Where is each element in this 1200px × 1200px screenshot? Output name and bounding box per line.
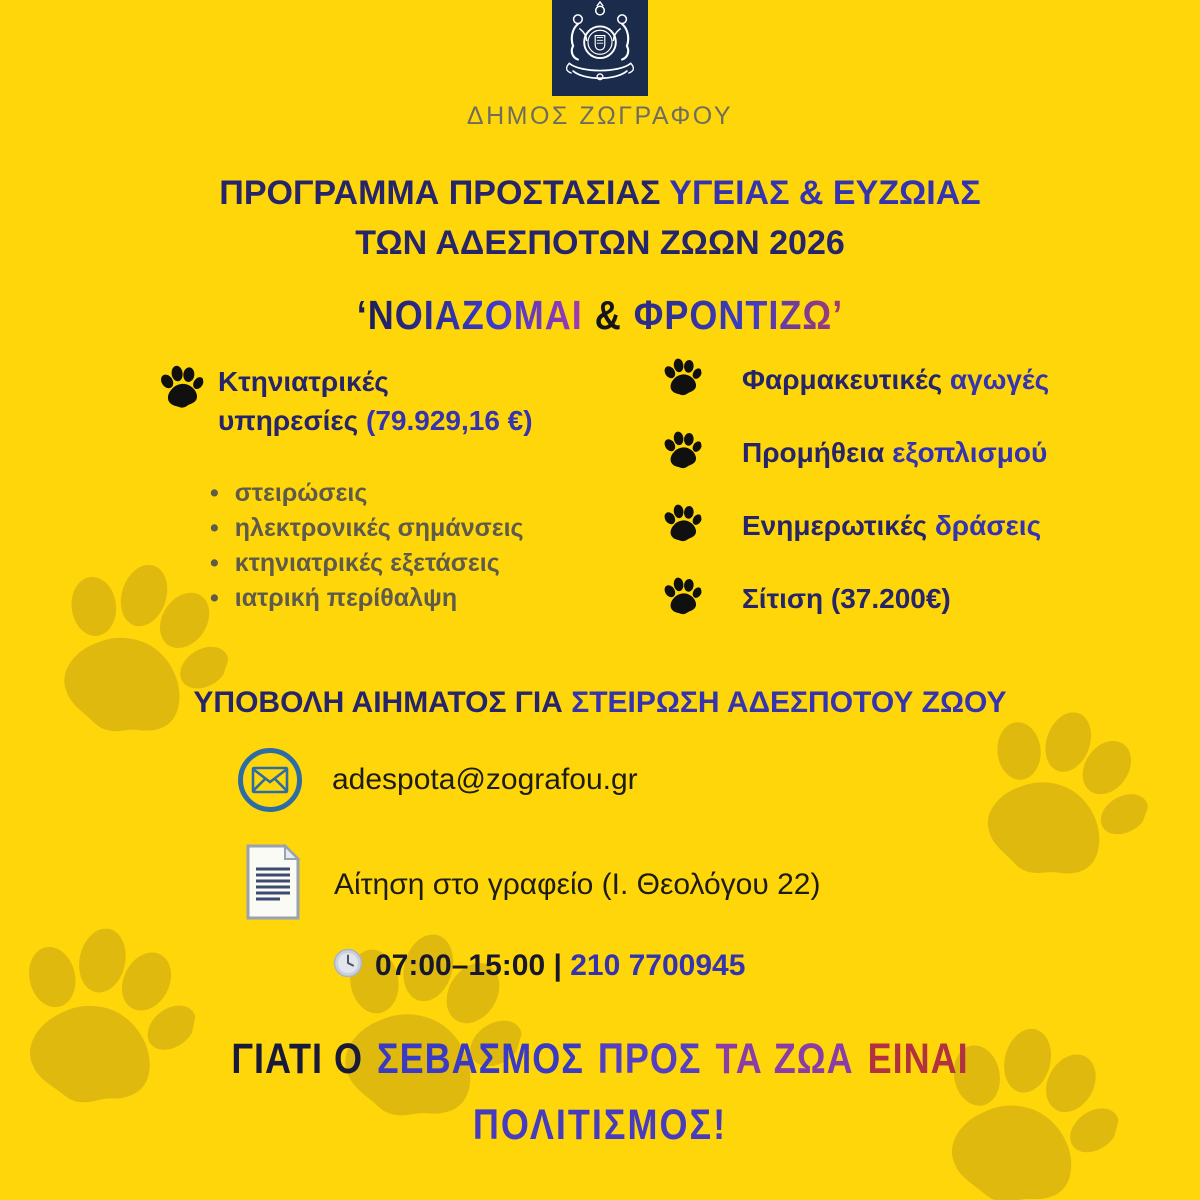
service-item-label [742, 583, 951, 615]
footer-word: ΠΡΟΣ [597, 1034, 702, 1083]
service-item-dark: Ενημερωτικές [742, 510, 935, 541]
footer-heading-line2: ΠΟΛΙΤΙΣΜΟΣ! [472, 1100, 728, 1149]
service-veterinary-line2 [218, 401, 533, 440]
service-item [662, 579, 1122, 619]
footer-word: ΕΙΝΑΙ [867, 1034, 969, 1083]
paw-icon [662, 503, 702, 550]
title-line1-blue: ΥΓΕΙΑΣ & ΕΥΖΩΙΑΣ [669, 174, 981, 212]
list-item: • στειρώσεις [210, 476, 598, 511]
contact-email-row [238, 748, 638, 812]
service-item-dark: Προμήθεια [742, 437, 893, 468]
paw-watermark [965, 702, 1145, 897]
footer-word: ΤΑ ΖΩΑ [715, 1034, 854, 1083]
title-line1 [0, 168, 1200, 218]
service-veterinary-line1: Κτηνιατρικές [218, 366, 389, 397]
slogan-word1: ‘ΝΟΙΑΖΟΜΑΙ [356, 292, 583, 338]
paw-icon [662, 576, 702, 623]
service-item-blue: δράσεις [934, 510, 1042, 541]
slogan [0, 292, 1200, 339]
paw-watermark [2, 920, 192, 1125]
service-item-label [742, 437, 1047, 469]
footer-word: ΓΙΑΤΙ Ο [231, 1034, 364, 1083]
service-item-label [742, 364, 1049, 396]
footer-heading-line1 [0, 1034, 1200, 1084]
service-veterinary [158, 362, 598, 440]
document-icon [244, 843, 302, 926]
envelope-icon [238, 748, 302, 812]
hours-and-phone [375, 949, 745, 983]
veterinary-bullet-list [210, 476, 598, 616]
service-item-blue: εξοπλισμού [892, 437, 1048, 468]
paw-icon [158, 364, 204, 440]
service-item-blue: αγωγές [949, 364, 1050, 395]
title-line2: ΤΩΝ ΑΔΕΣΠΟΤΩΝ ΖΩΩΝ 2026 [355, 224, 845, 262]
services-left-column [158, 362, 598, 616]
service-item-dark: Φαρμακευτικές [742, 364, 950, 395]
service-item-label [742, 510, 1041, 542]
title-line1-dark: ΠΡΟΓΡΑΜΜΑ ΠΡΟΣΤΑΣΙΑΣ [219, 174, 670, 212]
paw-icon [662, 430, 702, 477]
services-right-column [662, 360, 1122, 652]
separator: | [545, 948, 571, 982]
list-item: • ηλεκτρονικές σημάνσεις [210, 511, 598, 546]
application-info: Αίτηση στο γραφείο (Ι. Θεολόγου 22) [334, 867, 821, 901]
list-item: • κτηνιατρικές εξετάσεις [210, 546, 598, 581]
service-item [662, 506, 1122, 546]
request-heading [0, 686, 1200, 720]
paw-icon [662, 357, 702, 404]
request-heading-blue: ΣΤΕΙΡΩΣΗ ΑΔΕΣΠΟΤΟΥ ΖΩΟΥ [571, 686, 1007, 719]
clock-icon [333, 948, 363, 983]
service-item [662, 360, 1122, 400]
footer-word: ΣΕΒΑΣΜΟΣ [377, 1034, 584, 1083]
request-heading-dark: ΥΠΟΒΟΛΗ ΑΙΗΜΑΤΟΣ ΓΙΑ [193, 686, 572, 719]
contact-hours-row [333, 948, 745, 983]
list-item: • ιατρική περίθαλψη [210, 581, 598, 616]
municipality-logo [552, 0, 648, 96]
page-title [0, 168, 1200, 268]
office-hours: 07:00–15:00 [375, 948, 546, 982]
contact-application-row [244, 843, 820, 926]
slogan-ampersand: & [594, 292, 622, 338]
municipality-name: ΔΗΜΟΣ ΖΩΓΡΑΦΟΥ [466, 102, 734, 130]
service-item-dark: Σίτιση (37.200€) [742, 583, 951, 614]
service-veterinary-amount: (79.929,16 €) [366, 405, 533, 436]
slogan-word2: ΦΡΟΝΤΙΖΩ’ [633, 292, 844, 338]
service-veterinary-label: υπηρεσίες [218, 405, 367, 436]
municipality-emblem [552, 0, 648, 96]
email-address: adespota@zografou.gr [332, 763, 638, 796]
service-item [662, 433, 1122, 473]
phone-number: 210 7700945 [570, 948, 746, 982]
